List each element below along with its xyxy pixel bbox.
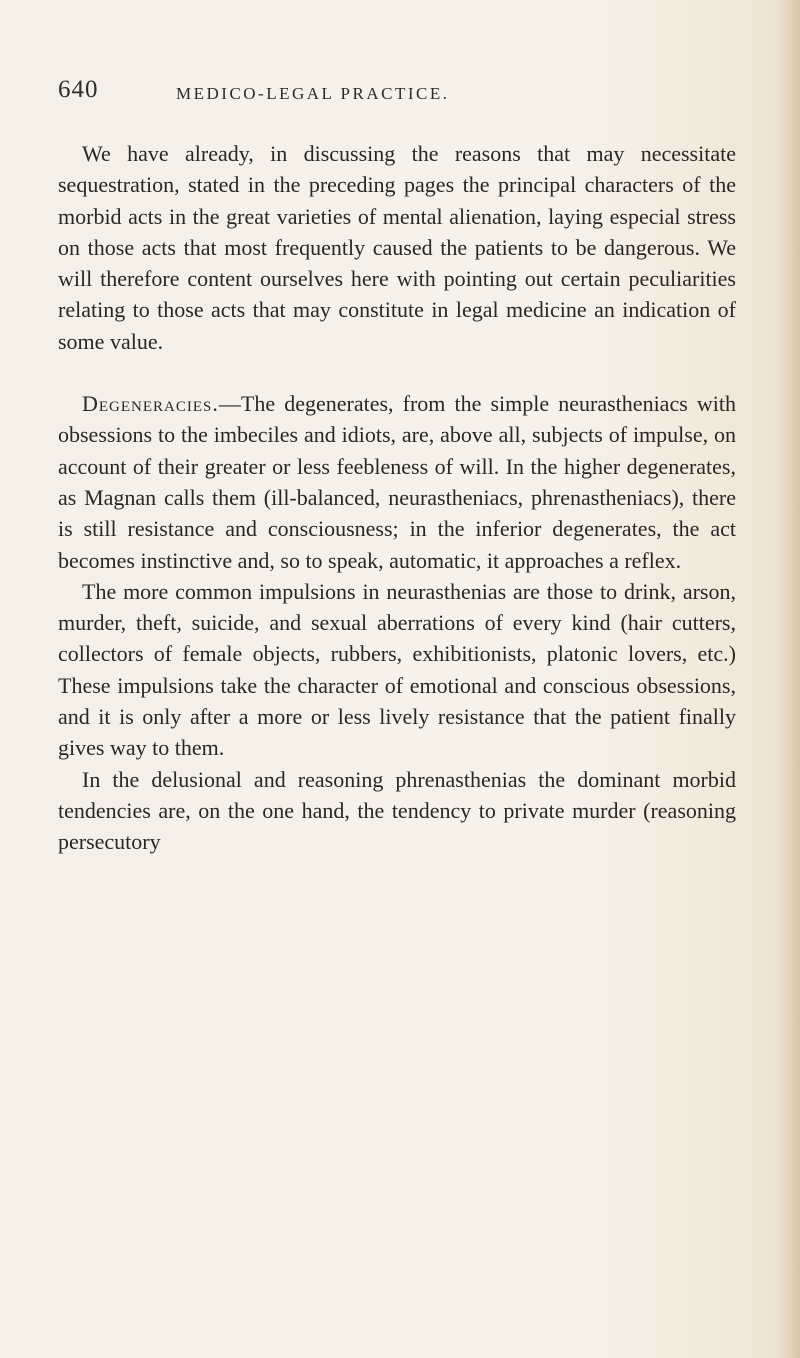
running-head (58, 76, 758, 116)
paragraph-degeneracies (58, 388, 736, 576)
running-title: MEDICO-LEGAL PRACTICE. (176, 84, 450, 103)
paragraph-phrenasthenias (58, 764, 736, 858)
paragraph-text: In the delusional and reasoning phrenasthenias the dominant morbid tendencies are, on the one hand, the tendency to private murder (reasoning persecutory (58, 766, 736, 855)
section-heading: Degeneracies. (82, 391, 219, 417)
paragraph-text: The more common impulsions in neurasthenias are those to drink, arson, murder, theft, suicide, and sexual aberrations of every kind (hair cutters, collectors of female objects, rubbers, exhibitionists, platonic lovers, etc.) These impulsions take the character of emotional and conscious obsessions, and it is only after a more or less lively resistance that the patient finally gives way to them. (58, 578, 736, 761)
page-edge-shadow (778, 0, 800, 1358)
paragraph-intro (58, 138, 736, 357)
paragraph-impulsions (58, 576, 736, 764)
paragraph-text: —The degenerates, from the simple neurastheniacs with obsessions to the imbeciles and idiots, are, above all, subjects of impulse, on account of their greater or less feebleness of will. In the higher degenerates, as Magnan calls them (ill-balanced, neurastheniacs, phrenastheniacs), there is still resistance and consciousness; in the inferior degenerates, the act becomes instinctive and, so to speak, automatic, it approaches a reflex. (58, 391, 736, 573)
page-number: 640 (58, 76, 99, 103)
paragraph-text: We have already, in discussing the reasons that may necessitate sequestration, stated in the preceding pages the principal characters of the morbid acts in the great varieties of mental alienation, laying especial stress on those acts that most frequently caused the patients to be dangerous. We will therefore content ourselves here with pointing out certain peculiarities relating to those acts that may constitute in legal medicine an indication of some value. (58, 141, 736, 354)
body-text (58, 138, 736, 858)
